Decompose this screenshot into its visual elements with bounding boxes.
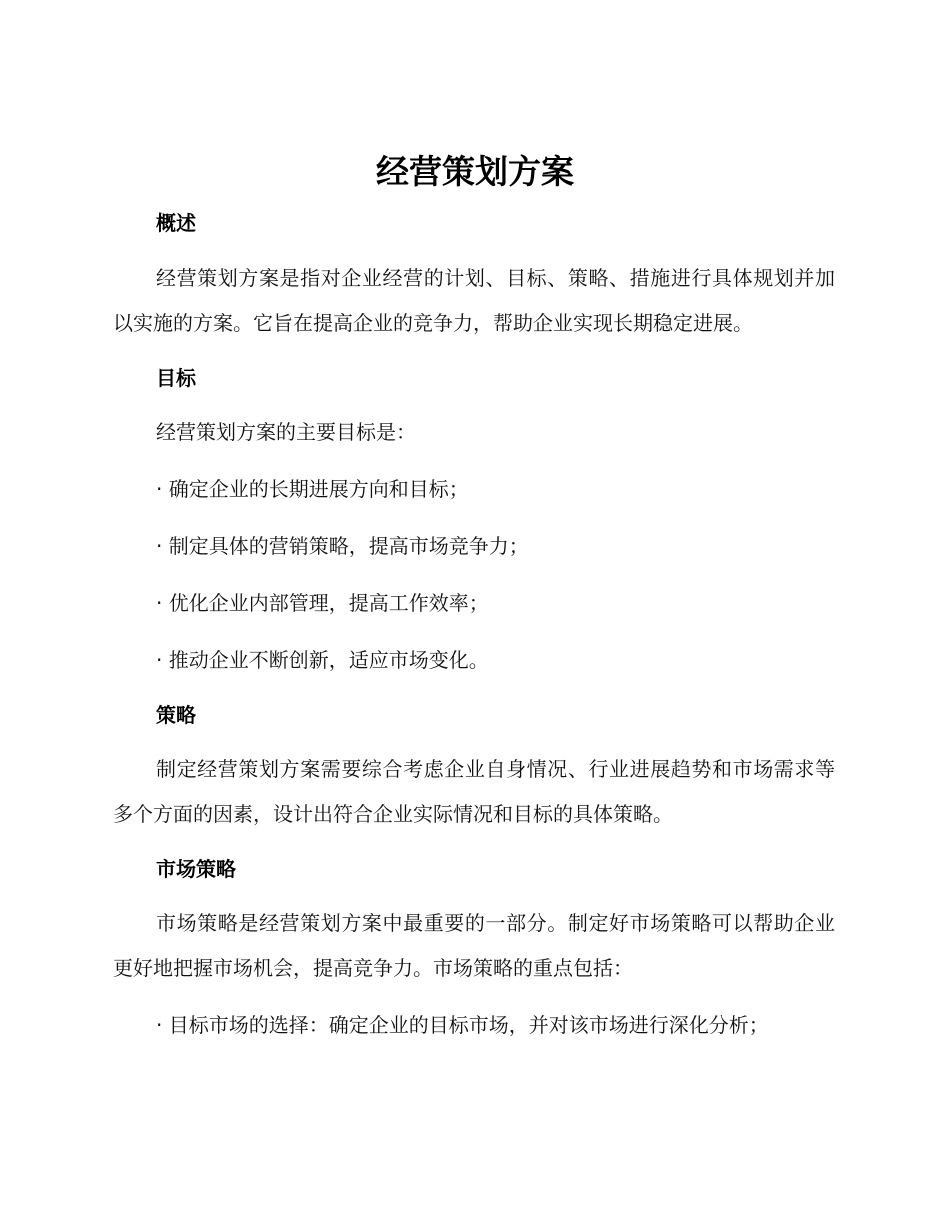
- market-strategy-bullet-1: · 目标市场的选择：确定企业的目标市场，并对该市场进行深化分析；: [156, 1013, 769, 1037]
- goals-intro: 经营策划方案的主要目标是：: [156, 420, 416, 444]
- section-heading-market-strategy: 市场策略: [156, 857, 236, 881]
- goals-bullet-2: · 制定具体的营销策略，提高市场竞争力；: [156, 534, 529, 558]
- goals-bullet-4: · 推动企业不断创新，适应市场变化。: [156, 648, 489, 672]
- document-body: [113, 203, 835, 1048]
- goals-bullet-3: · 优化企业内部管理，提高工作效率；: [156, 591, 489, 615]
- overview-paragraph: 经营策划方案是指对企业经营的计划、目标、策略、措施进行具体规划并加以实施的方案。它旨在提高企业的竞争力，帮助企业实现长期稳定进展。: [113, 266, 835, 335]
- section-heading-strategy: 策略: [156, 703, 196, 727]
- goals-bullet-1: · 确定企业的长期进展方向和目标；: [156, 477, 469, 501]
- market-strategy-paragraph: 市场策略是经营策划方案中最重要的一部分。制定好市场策略可以帮助企业更好地把握市场机会，提高竞争力。市场策略的重点包括：: [113, 911, 835, 980]
- section-heading-goals: 目标: [156, 366, 196, 390]
- document-title: 经营策划方案: [376, 152, 574, 191]
- strategy-paragraph: 制定经营策划方案需要综合考虑企业自身情况、行业进展趋势和市场需求等多个方面的因素，设计出符合企业实际情况和目标的具体策略。: [113, 757, 835, 826]
- section-heading-overview: 概述: [156, 211, 196, 235]
